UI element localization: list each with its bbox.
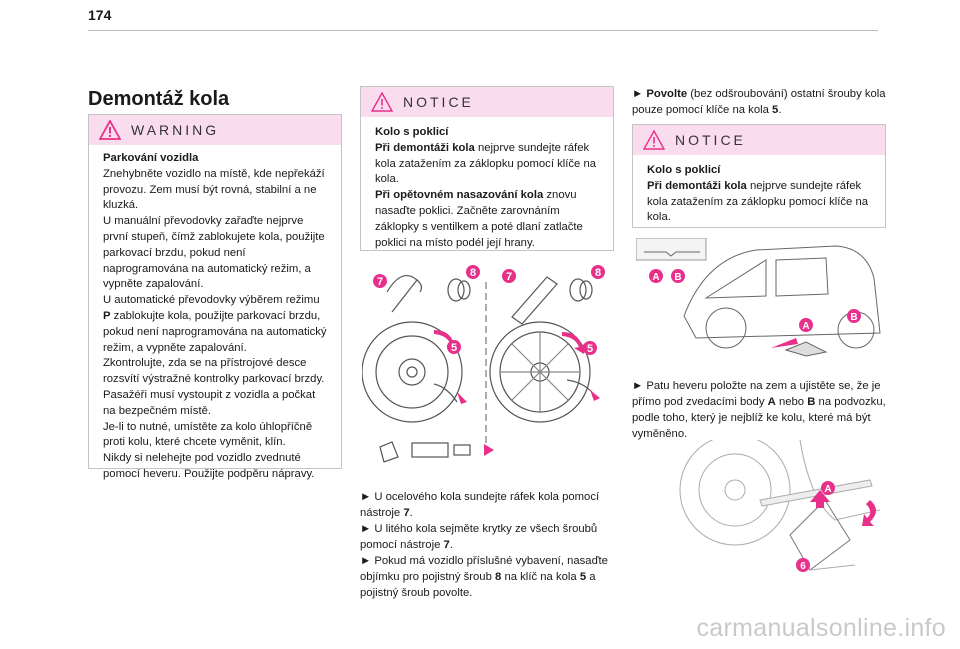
warning-line: Je-li to nutné, umístěte za kolo úhlopříčně proti kolu, které chcete vyměnit, klín. (103, 420, 313, 449)
jack-placement-illustration (660, 440, 880, 575)
van-jack-points-illustration (636, 238, 886, 368)
label-a-van: A (802, 321, 810, 332)
warning-heading: Parkování vozidla (103, 152, 199, 164)
warning-header (89, 115, 341, 145)
wheel-removal-illustration (362, 262, 612, 472)
notice-label: NOTICE (675, 132, 746, 148)
notice-body (633, 155, 885, 234)
notice-box-2 (632, 124, 886, 228)
notice-refit: Při opětovném nasazování kola znovu nasaďte poklici. Začněte zarovnáním záklopky s ventilkem a poté dlaní zatlačte poklici na místo podél její hrany. (375, 189, 583, 249)
page-title: Demontáž kola (88, 88, 230, 110)
warning-box (88, 114, 342, 480)
notice-label: NOTICE (403, 94, 474, 110)
notice-remove: Při demontáži kola nejprve sundejte ráfek kola zatažením za záklopku pomocí klíče na kola. (647, 179, 869, 224)
label-6-jack: 6 (800, 561, 806, 572)
label-7-left: 7 (376, 276, 384, 288)
warning-line: Znehybněte vozidlo na místě, kde nepřekáží provozu. Zem musí být rovná, stabilní a ne kluzká. (103, 167, 325, 212)
notice-heading: Kolo s poklicí (375, 126, 449, 138)
warning-line: Pasažéři musí vystoupit z vozidla a počkat na bezpečném místě. (103, 388, 316, 417)
notice-box-1 (360, 86, 614, 251)
warning-label: WARNING (131, 122, 220, 138)
middle-instructions (360, 489, 614, 601)
notice-heading: Kolo s poklicí (647, 164, 721, 176)
header-rule (88, 30, 878, 31)
label-5-left: 5 (450, 342, 458, 354)
instruction-lockbolt: ► Pokud má vozidlo příslušné vybavení, nasaďte objímku pro pojistný šroub 8 na klíč na kola 5 a pojistný šroub povolte. (360, 555, 608, 599)
notice-body (361, 117, 613, 259)
instruction-alloy: ► U litého kola sejměte krytky ze všech šroubů pomocí nástroje 7. (360, 523, 598, 551)
instruction-steel: ► U ocelového kola sundejte ráfek kola pomocí nástroje 7. (360, 491, 600, 519)
notice-triangle-icon (643, 130, 665, 150)
right-bottom-instruction: ► Patu heveru položte na zem a ujistěte se, že je přímo pod zvedacími body A nebo B na podvozku, podle toho, který je nejblíž ke kolu, které má být vyměněno. (632, 380, 886, 440)
warning-line: U automatické převodovky výběrem režimu P zablokujte kola, použijte parkovací brzdu, pokud není naprogramována na automatický režim, a vypněte zapalování. (103, 294, 327, 354)
notice-header (361, 87, 613, 117)
notice-triangle-icon (371, 92, 393, 112)
label-a-top: A (652, 272, 660, 283)
label-7-right: 7 (505, 271, 513, 283)
notice-header (633, 125, 885, 155)
label-b-top: B (674, 272, 682, 283)
warning-line: U manuální převodovky zařaďte nejprve první stupeň, čímž zablokujete kola, použijte parkovací brzdu, pokud není naprogramována na automatický režim, a vypněte zapalování. (103, 215, 325, 291)
page-number: 174 (88, 7, 112, 23)
notice-remove: Při demontáži kola nejprve sundejte ráfek kola zatažením za záklopku pomocí klíče na kola. (375, 141, 597, 186)
warning-body (89, 145, 341, 491)
label-5-right: 5 (586, 343, 594, 355)
label-8-right: 8 (594, 267, 602, 279)
warning-line: Nikdy si nelehejte pod vozidlo zvednuté pomocí heveru. Použijte podpěru nápravy. (103, 452, 315, 480)
watermark: carmanualsonline.info (696, 614, 946, 642)
label-b-van: B (850, 312, 858, 323)
right-top-instruction: ► Povolte (bez odšroubování) ostatní šrouby kola pouze pomocí klíče na kola 5. (632, 88, 886, 116)
label-a-jack: A (824, 484, 832, 495)
warning-triangle-icon (99, 120, 121, 140)
warning-line: Zkontrolujte, zda se na přístrojové desce rozsvítí výstražné kontrolky parkovací brzdy. (103, 357, 325, 386)
label-8-left: 8 (469, 267, 477, 279)
